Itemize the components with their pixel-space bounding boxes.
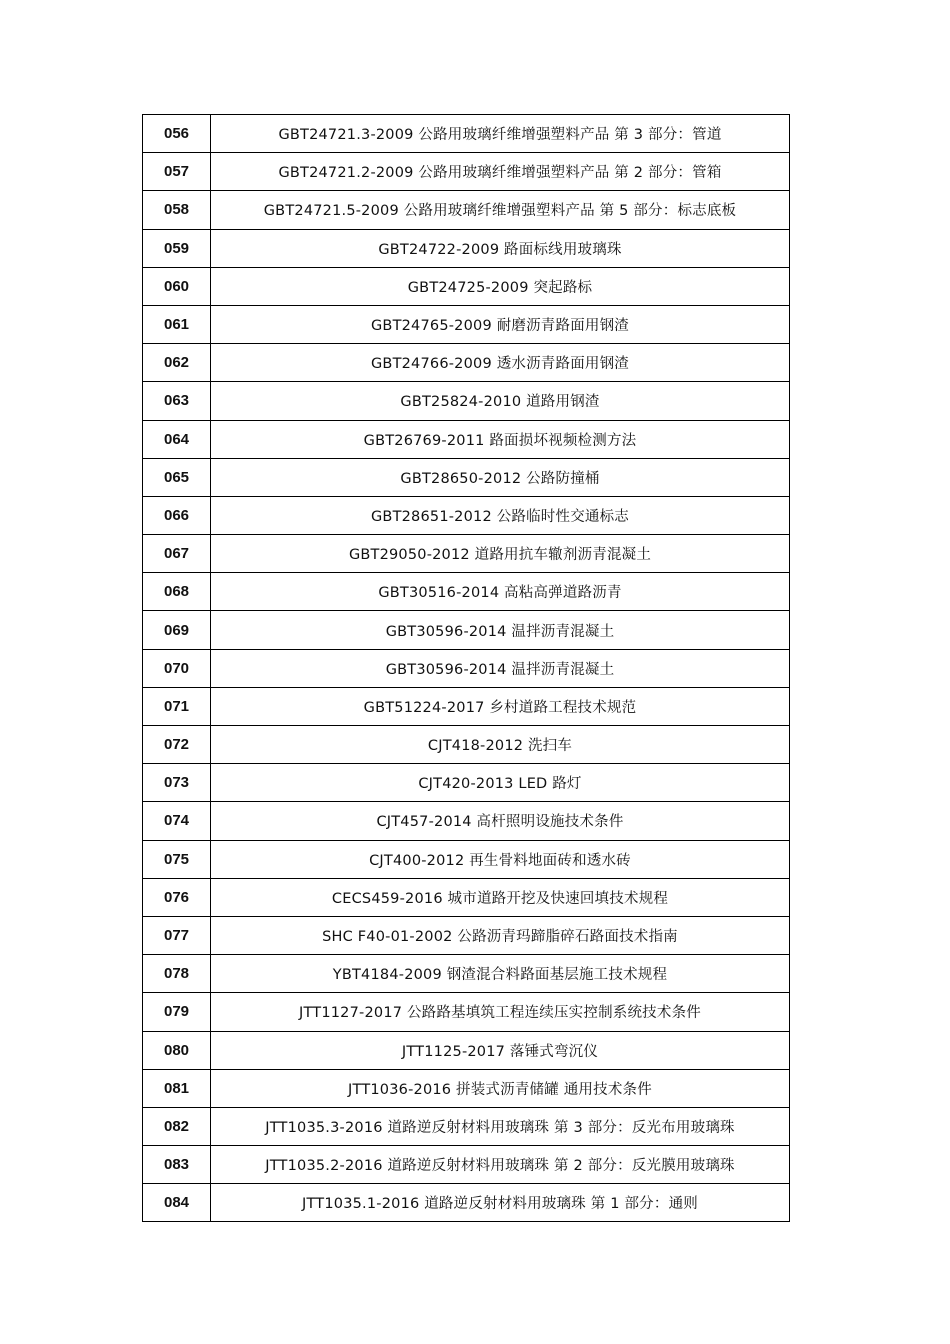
table-row [143, 344, 790, 382]
row-number: 076 [143, 878, 211, 916]
row-number: 065 [143, 458, 211, 496]
standard-title: GBT30516-2014 高粘高弹道路沥青 [211, 573, 790, 611]
standard-title: GBT29050-2012 道路用抗车辙剂沥青混凝土 [211, 535, 790, 573]
row-number: 078 [143, 955, 211, 993]
row-number: 067 [143, 535, 211, 573]
row-number: 062 [143, 344, 211, 382]
standard-title: GBT25824-2010 道路用钢渣 [211, 382, 790, 420]
standard-title: JTT1125-2017 落锤式弯沉仪 [211, 1031, 790, 1069]
standard-title: GBT30596-2014 温拌沥青混凝土 [211, 611, 790, 649]
standard-title: GBT24721.3-2009 公路用玻璃纤维增强塑料产品 第 3 部分：管道 [211, 115, 790, 153]
table-row [143, 535, 790, 573]
row-number: 060 [143, 267, 211, 305]
table-row [143, 267, 790, 305]
table-row [143, 115, 790, 153]
standards-table-body [143, 115, 790, 1222]
table-row [143, 840, 790, 878]
row-number: 072 [143, 726, 211, 764]
row-number: 066 [143, 496, 211, 534]
row-number: 082 [143, 1107, 211, 1145]
standard-title: GBT24765-2009 耐磨沥青路面用钢渣 [211, 305, 790, 343]
table-row [143, 1069, 790, 1107]
standard-title: CJT418-2012 洗扫车 [211, 726, 790, 764]
table-row [143, 229, 790, 267]
standard-title: GBT51224-2017 乡村道路工程技术规范 [211, 687, 790, 725]
row-number: 059 [143, 229, 211, 267]
row-number: 077 [143, 916, 211, 954]
row-number: 071 [143, 687, 211, 725]
row-number: 073 [143, 764, 211, 802]
row-number: 069 [143, 611, 211, 649]
table-row [143, 802, 790, 840]
row-number: 064 [143, 420, 211, 458]
standard-title: CJT400-2012 再生骨料地面砖和透水砖 [211, 840, 790, 878]
row-number: 070 [143, 649, 211, 687]
row-number: 080 [143, 1031, 211, 1069]
table-row [143, 764, 790, 802]
table-row [143, 1031, 790, 1069]
standard-title: JTT1035.2-2016 道路逆反射材料用玻璃珠 第 2 部分：反光膜用玻璃珠 [211, 1146, 790, 1184]
table-row [143, 916, 790, 954]
table-row [143, 878, 790, 916]
table-row [143, 573, 790, 611]
standard-title: GBT24721.2-2009 公路用玻璃纤维增强塑料产品 第 2 部分：管箱 [211, 153, 790, 191]
table-row [143, 458, 790, 496]
row-number: 081 [143, 1069, 211, 1107]
standard-title: CJT420-2013 LED 路灯 [211, 764, 790, 802]
table-row [143, 955, 790, 993]
standard-title: GBT24722-2009 路面标线用玻璃珠 [211, 229, 790, 267]
standards-table [142, 114, 790, 1222]
row-number: 058 [143, 191, 211, 229]
standard-title: YBT4184-2009 钢渣混合料路面基层施工技术规程 [211, 955, 790, 993]
row-number: 084 [143, 1184, 211, 1222]
row-number: 083 [143, 1146, 211, 1184]
row-number: 074 [143, 802, 211, 840]
table-row [143, 1146, 790, 1184]
standard-title: GBT24725-2009 突起路标 [211, 267, 790, 305]
table-row [143, 153, 790, 191]
standard-title: SHC F40-01-2002 公路沥青玛蹄脂碎石路面技术指南 [211, 916, 790, 954]
row-number: 075 [143, 840, 211, 878]
standard-title: GBT24766-2009 透水沥青路面用钢渣 [211, 344, 790, 382]
table-row [143, 496, 790, 534]
standard-title: GBT30596-2014 温拌沥青混凝土 [211, 649, 790, 687]
table-row [143, 687, 790, 725]
table-row [143, 382, 790, 420]
table-row [143, 191, 790, 229]
standard-title: JTT1035.3-2016 道路逆反射材料用玻璃珠 第 3 部分：反光布用玻璃珠 [211, 1107, 790, 1145]
standard-title: JTT1036-2016 拼装式沥青储罐 通用技术条件 [211, 1069, 790, 1107]
table-row [143, 1184, 790, 1222]
standard-title: CJT457-2014 高杆照明设施技术条件 [211, 802, 790, 840]
table-row [143, 993, 790, 1031]
table-row [143, 726, 790, 764]
row-number: 056 [143, 115, 211, 153]
standard-title: JTT1127-2017 公路路基填筑工程连续压实控制系统技术条件 [211, 993, 790, 1031]
row-number: 079 [143, 993, 211, 1031]
table-row [143, 305, 790, 343]
table-row [143, 611, 790, 649]
table-row [143, 649, 790, 687]
standard-title: GBT24721.5-2009 公路用玻璃纤维增强塑料产品 第 5 部分：标志底板 [211, 191, 790, 229]
table-row [143, 420, 790, 458]
standard-title: GBT26769-2011 路面损坏视频检测方法 [211, 420, 790, 458]
row-number: 061 [143, 305, 211, 343]
row-number: 068 [143, 573, 211, 611]
row-number: 063 [143, 382, 211, 420]
table-row [143, 1107, 790, 1145]
standard-title: CECS459-2016 城市道路开挖及快速回填技术规程 [211, 878, 790, 916]
standard-title: GBT28650-2012 公路防撞桶 [211, 458, 790, 496]
standard-title: JTT1035.1-2016 道路逆反射材料用玻璃珠 第 1 部分：通则 [211, 1184, 790, 1222]
standard-title: GBT28651-2012 公路临时性交通标志 [211, 496, 790, 534]
row-number: 057 [143, 153, 211, 191]
